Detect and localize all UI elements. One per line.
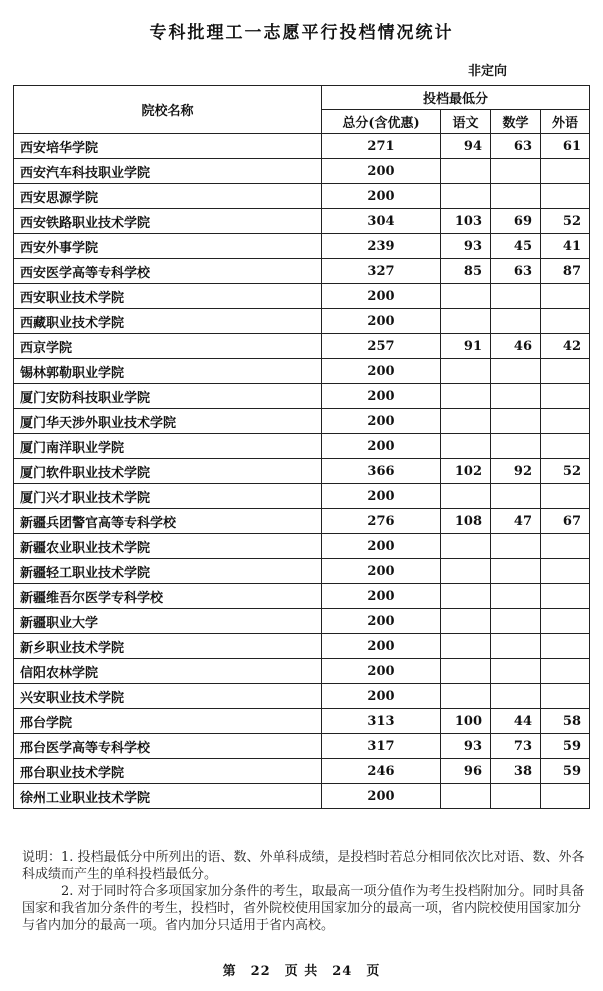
cell-math-score: 63 [491, 259, 541, 284]
cell-math-score: 38 [491, 759, 541, 784]
cell-chinese-score [441, 534, 491, 559]
cell-school-name: 新乡职业技术学院 [14, 634, 322, 659]
cell-chinese-score [441, 284, 491, 309]
table-row [14, 384, 590, 409]
cell-foreign-score: 52 [541, 459, 590, 484]
notes-section [22, 849, 588, 934]
admission-score-table [13, 85, 590, 809]
table-row [14, 459, 590, 484]
table-body [14, 134, 590, 809]
cell-school-name: 锡林郭勒职业学院 [14, 359, 322, 384]
cell-total-score: 304 [322, 209, 441, 234]
cell-chinese-score [441, 684, 491, 709]
cell-total-score: 200 [322, 609, 441, 634]
cell-total-score: 200 [322, 384, 441, 409]
cell-chinese-score [441, 484, 491, 509]
table-row [14, 484, 590, 509]
table-row [14, 709, 590, 734]
cell-math-score: 47 [491, 509, 541, 534]
cell-school-name: 西安汽车科技职业学院 [14, 159, 322, 184]
table-row [14, 759, 590, 784]
table-row [14, 734, 590, 759]
cell-math-score [491, 359, 541, 384]
cell-foreign-score [541, 484, 590, 509]
cell-total-score: 200 [322, 484, 441, 509]
table-row [14, 509, 590, 534]
cell-chinese-score: 108 [441, 509, 491, 534]
cell-math-score [491, 584, 541, 609]
cell-foreign-score: 41 [541, 234, 590, 259]
cell-total-score: 200 [322, 684, 441, 709]
cell-math-score [491, 409, 541, 434]
note-2: 2. 对于同时符合多项国家加分条件的考生，取最高一项分值作为考生投档附加分。同时具备国家和我省加分条件的考生，投档时，省外院校使用国家加分的最高一项，省内院校使用国家加分与省内加分的最高一项。省内加分只适用于省内高校。 [22, 884, 585, 933]
table-row [14, 334, 590, 359]
cell-chinese-score: 93 [441, 734, 491, 759]
cell-chinese-score [441, 634, 491, 659]
cell-foreign-score: 42 [541, 334, 590, 359]
cell-math-score: 45 [491, 234, 541, 259]
cell-school-name: 厦门安防科技职业学院 [14, 384, 322, 409]
cell-school-name: 西安思源学院 [14, 184, 322, 209]
cell-school-name: 西安外事学院 [14, 234, 322, 259]
cell-math-score [491, 159, 541, 184]
cell-foreign-score [541, 634, 590, 659]
cell-chinese-score [441, 784, 491, 809]
cell-foreign-score [541, 409, 590, 434]
cell-chinese-score [441, 584, 491, 609]
page-title: 专科批理工一志愿平行投档情况统计 [149, 23, 454, 43]
cell-math-score [491, 534, 541, 559]
table-row [14, 634, 590, 659]
header-math: 数学 [491, 110, 541, 134]
cell-chinese-score [441, 309, 491, 334]
table-row [14, 434, 590, 459]
cell-math-score [491, 634, 541, 659]
cell-total-score: 317 [322, 734, 441, 759]
cell-math-score [491, 784, 541, 809]
cell-total-score: 276 [322, 509, 441, 534]
header-total-score: 总分(含优惠) [322, 110, 441, 134]
cell-total-score: 239 [322, 234, 441, 259]
note-1: 说明：1. 投档最低分中所列出的语、数、外单科成绩，是投档时若总分相同依次比对语、数、外各科成绩而产生的单科投档最低分。 [22, 850, 585, 882]
cell-total-score: 200 [322, 159, 441, 184]
header-school-name: 院校名称 [14, 86, 322, 134]
cell-math-score [491, 609, 541, 634]
cell-math-score [491, 434, 541, 459]
cell-math-score [491, 284, 541, 309]
table-row [14, 534, 590, 559]
cell-total-score: 313 [322, 709, 441, 734]
cell-chinese-score: 91 [441, 334, 491, 359]
cell-total-score: 257 [322, 334, 441, 359]
cell-school-name: 厦门华天涉外职业技术学院 [14, 409, 322, 434]
cell-school-name: 邢台职业技术学院 [14, 759, 322, 784]
cell-foreign-score: 87 [541, 259, 590, 284]
cell-school-name: 西安职业技术学院 [14, 284, 322, 309]
cell-chinese-score [441, 409, 491, 434]
cell-foreign-score [541, 659, 590, 684]
cell-chinese-score [441, 159, 491, 184]
cell-foreign-score: 59 [541, 734, 590, 759]
cell-chinese-score [441, 384, 491, 409]
subtitle-non-directional: 非定向 [468, 64, 508, 79]
cell-math-score [491, 684, 541, 709]
cell-total-score: 200 [322, 309, 441, 334]
cell-total-score: 327 [322, 259, 441, 284]
cell-foreign-score [541, 159, 590, 184]
cell-foreign-score [541, 309, 590, 334]
cell-total-score: 200 [322, 184, 441, 209]
cell-school-name: 厦门软件职业技术学院 [14, 459, 322, 484]
cell-foreign-score [541, 584, 590, 609]
table-row [14, 309, 590, 334]
cell-school-name: 西京学院 [14, 334, 322, 359]
cell-foreign-score [541, 284, 590, 309]
cell-math-score [491, 484, 541, 509]
cell-chinese-score [441, 659, 491, 684]
cell-chinese-score [441, 184, 491, 209]
cell-foreign-score [541, 434, 590, 459]
page-number: 第 22 页 共 24 页 [222, 964, 381, 979]
cell-math-score [491, 659, 541, 684]
cell-total-score: 200 [322, 534, 441, 559]
cell-foreign-score: 67 [541, 509, 590, 534]
cell-math-score: 92 [491, 459, 541, 484]
cell-foreign-score [541, 784, 590, 809]
cell-chinese-score [441, 359, 491, 384]
cell-chinese-score: 85 [441, 259, 491, 284]
cell-school-name: 信阳农林学院 [14, 659, 322, 684]
cell-school-name: 西安培华学院 [14, 134, 322, 159]
header-min-score-group: 投档最低分 [322, 86, 590, 110]
cell-foreign-score [541, 184, 590, 209]
cell-foreign-score [541, 559, 590, 584]
cell-math-score [491, 559, 541, 584]
header-foreign-language: 外语 [541, 110, 590, 134]
cell-foreign-score [541, 384, 590, 409]
cell-school-name: 厦门南洋职业学院 [14, 434, 322, 459]
cell-chinese-score: 96 [441, 759, 491, 784]
cell-chinese-score: 100 [441, 709, 491, 734]
cell-school-name: 邢台学院 [14, 709, 322, 734]
table-row [14, 659, 590, 684]
table-row [14, 134, 590, 159]
cell-foreign-score [541, 684, 590, 709]
cell-chinese-score: 94 [441, 134, 491, 159]
table-row [14, 684, 590, 709]
cell-math-score: 63 [491, 134, 541, 159]
cell-total-score: 200 [322, 559, 441, 584]
table-row [14, 159, 590, 184]
cell-school-name: 邢台医学高等专科学校 [14, 734, 322, 759]
cell-total-score: 200 [322, 784, 441, 809]
cell-math-score: 73 [491, 734, 541, 759]
cell-math-score: 44 [491, 709, 541, 734]
cell-school-name: 新疆职业大学 [14, 609, 322, 634]
cell-math-score: 46 [491, 334, 541, 359]
cell-total-score: 200 [322, 284, 441, 309]
cell-chinese-score [441, 434, 491, 459]
cell-math-score [491, 309, 541, 334]
table-row [14, 409, 590, 434]
cell-math-score [491, 384, 541, 409]
cell-chinese-score: 93 [441, 234, 491, 259]
header-chinese: 语文 [441, 110, 491, 134]
cell-chinese-score [441, 609, 491, 634]
cell-chinese-score [441, 559, 491, 584]
cell-school-name: 新疆兵团警官高等专科学校 [14, 509, 322, 534]
cell-school-name: 厦门兴才职业技术学院 [14, 484, 322, 509]
cell-school-name: 西藏职业技术学院 [14, 309, 322, 334]
cell-school-name: 西安铁路职业技术学院 [14, 209, 322, 234]
table-row [14, 184, 590, 209]
cell-chinese-score: 103 [441, 209, 491, 234]
cell-total-score: 200 [322, 409, 441, 434]
cell-foreign-score: 58 [541, 709, 590, 734]
cell-math-score [491, 184, 541, 209]
cell-total-score: 200 [322, 359, 441, 384]
cell-total-score: 200 [322, 434, 441, 459]
cell-school-name: 兴安职业技术学院 [14, 684, 322, 709]
cell-foreign-score [541, 534, 590, 559]
cell-school-name: 新疆农业职业技术学院 [14, 534, 322, 559]
cell-school-name: 新疆维吾尔医学专科学校 [14, 584, 322, 609]
cell-total-score: 271 [322, 134, 441, 159]
table-row [14, 284, 590, 309]
cell-chinese-score: 102 [441, 459, 491, 484]
cell-school-name: 西安医学高等专科学校 [14, 259, 322, 284]
cell-foreign-score [541, 359, 590, 384]
table-row [14, 359, 590, 384]
table-row [14, 559, 590, 584]
cell-school-name: 新疆轻工职业技术学院 [14, 559, 322, 584]
table-row [14, 584, 590, 609]
cell-foreign-score: 61 [541, 134, 590, 159]
table-row [14, 259, 590, 284]
cell-total-score: 200 [322, 584, 441, 609]
cell-total-score: 366 [322, 459, 441, 484]
cell-math-score: 69 [491, 209, 541, 234]
cell-foreign-score [541, 609, 590, 634]
table-row [14, 784, 590, 809]
cell-school-name: 徐州工业职业技术学院 [14, 784, 322, 809]
table-row [14, 209, 590, 234]
table-row [14, 609, 590, 634]
cell-total-score: 200 [322, 659, 441, 684]
table-row [14, 234, 590, 259]
cell-foreign-score: 52 [541, 209, 590, 234]
cell-total-score: 200 [322, 634, 441, 659]
cell-foreign-score: 59 [541, 759, 590, 784]
cell-total-score: 246 [322, 759, 441, 784]
